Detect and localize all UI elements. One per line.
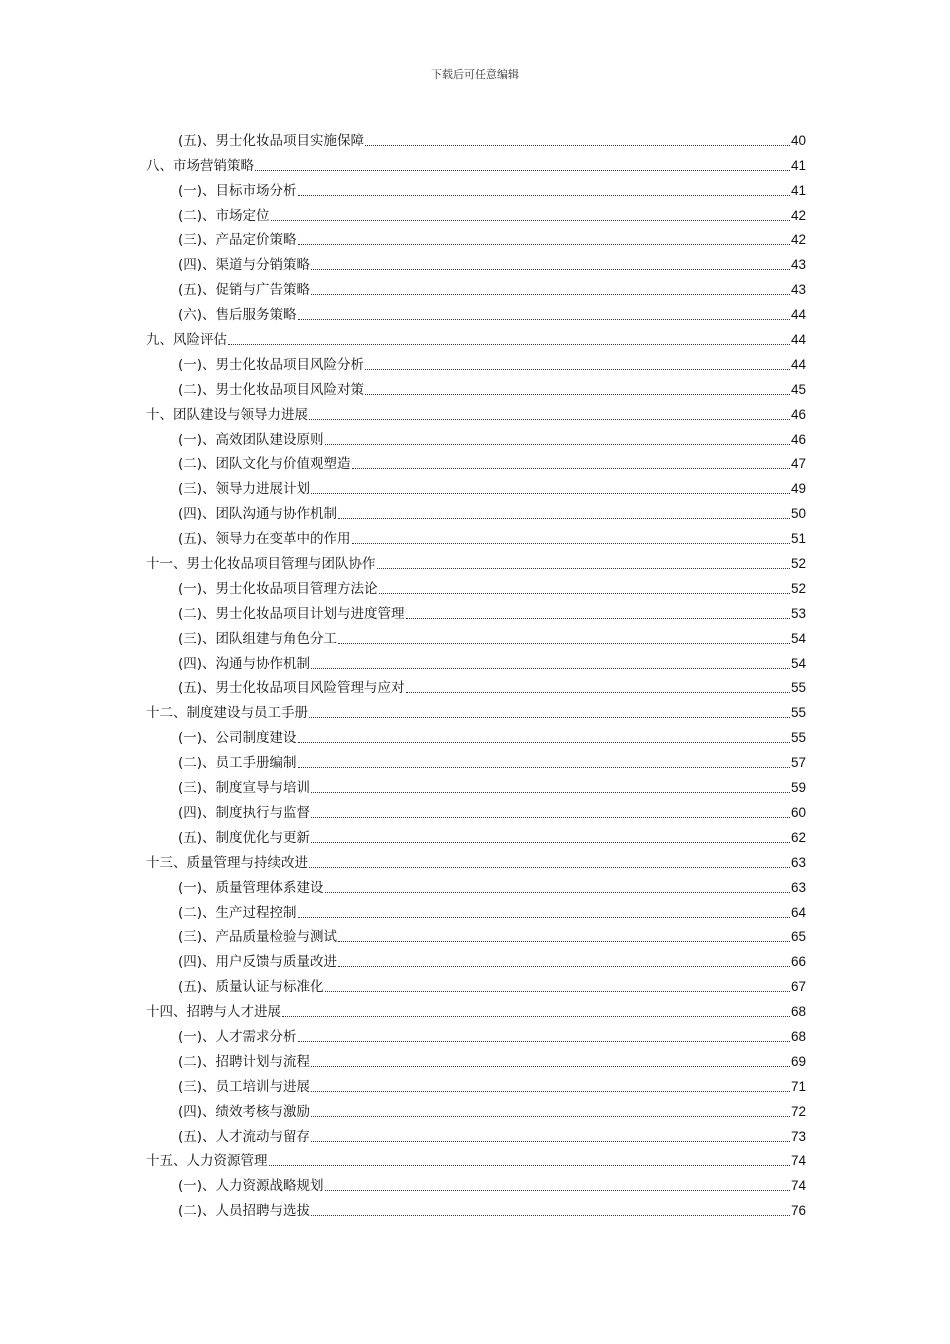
toc-entry-page-number: 74 (790, 1153, 806, 1169)
toc-dot-leader (309, 867, 790, 868)
toc-section-entry[interactable] (146, 374, 806, 399)
toc-entry-page-number: 40 (790, 132, 806, 148)
toc-dot-leader (311, 1116, 790, 1117)
toc-entry-page-number: 50 (790, 506, 806, 522)
toc-chapter-entry[interactable] (146, 399, 806, 424)
toc-entry-title: (五)、男士化妆品项目风险管理与应对 (178, 680, 405, 697)
toc-section-entry[interactable] (146, 822, 806, 847)
toc-dot-leader (365, 145, 790, 146)
toc-entry-page-number: 43 (790, 282, 806, 298)
toc-entry-title: (二)、生产过程控制 (178, 904, 297, 921)
toc-entry-title: (三)、员工培训与进展 (178, 1078, 311, 1095)
toc-dot-leader (298, 195, 790, 196)
toc-dot-leader (338, 966, 790, 967)
toc-section-entry[interactable] (146, 249, 806, 274)
toc-dot-leader (325, 991, 790, 992)
toc-entry-page-number: 64 (790, 904, 806, 920)
toc-entry-title: (二)、男士化妆品项目风险对策 (178, 381, 365, 398)
toc-entry-page-number: 54 (790, 630, 806, 646)
toc-entry-page-number: 55 (790, 680, 806, 696)
toc-dot-leader (377, 568, 790, 569)
table-of-contents (146, 125, 806, 1220)
toc-entry-title: 十四、招聘与人才进展 (146, 1004, 281, 1021)
toc-chapter-entry[interactable] (146, 697, 806, 722)
toc-section-entry[interactable] (146, 424, 806, 449)
toc-entry-title: (四)、绩效考核与激励 (178, 1103, 311, 1120)
toc-entry-page-number: 63 (790, 854, 806, 870)
toc-entry-title: (四)、制度执行与监督 (178, 804, 311, 821)
toc-entry-page-number: 67 (790, 979, 806, 995)
toc-entry-title: (一)、男士化妆品项目风险分析 (178, 356, 365, 373)
toc-entry-title: (二)、男士化妆品项目计划与进度管理 (178, 605, 405, 622)
toc-entry-page-number: 76 (790, 1203, 806, 1219)
toc-entry-title: (六)、售后服务策略 (178, 307, 297, 324)
toc-section-entry[interactable] (146, 1021, 806, 1046)
toc-dot-leader (352, 543, 790, 544)
toc-dot-leader (311, 269, 790, 270)
toc-entry-title: (一)、质量管理体系建设 (178, 879, 324, 896)
toc-section-entry[interactable] (146, 623, 806, 648)
toc-entry-page-number: 72 (790, 1103, 806, 1119)
toc-dot-leader (338, 643, 790, 644)
toc-entry-page-number: 45 (790, 381, 806, 397)
toc-entry-page-number: 43 (790, 257, 806, 273)
toc-entry-page-number: 55 (790, 730, 806, 746)
toc-dot-leader (282, 1016, 790, 1017)
toc-entry-title: 九、风险评估 (146, 332, 227, 349)
toc-dot-leader (298, 319, 790, 320)
toc-section-entry[interactable] (146, 772, 806, 797)
toc-entry-title: (四)、渠道与分销策略 (178, 257, 311, 274)
toc-dot-leader (325, 1190, 790, 1191)
toc-section-entry[interactable] (146, 200, 806, 225)
toc-section-entry[interactable] (146, 1071, 806, 1096)
toc-dot-leader (269, 1165, 790, 1166)
toc-entry-page-number: 65 (790, 929, 806, 945)
toc-entry-title: (五)、质量认证与标准化 (178, 979, 324, 996)
toc-entry-title: (一)、公司制度建设 (178, 730, 297, 747)
toc-section-entry[interactable] (146, 125, 806, 150)
toc-section-entry[interactable] (146, 299, 806, 324)
toc-section-entry[interactable] (146, 1195, 806, 1220)
toc-dot-leader (311, 1215, 790, 1216)
toc-entry-page-number: 73 (790, 1128, 806, 1144)
toc-entry-page-number: 62 (790, 829, 806, 845)
toc-entry-page-number: 44 (790, 356, 806, 372)
toc-entry-page-number: 74 (790, 1178, 806, 1194)
toc-section-entry[interactable] (146, 872, 806, 897)
toc-dot-leader (338, 518, 790, 519)
toc-entry-title: (四)、团队沟通与协作机制 (178, 506, 338, 523)
toc-entry-title: (二)、人员招聘与选拔 (178, 1203, 311, 1220)
toc-entry-page-number: 68 (790, 1028, 806, 1044)
toc-section-entry[interactable] (146, 274, 806, 299)
toc-entry-page-number: 46 (790, 406, 806, 422)
toc-chapter-entry[interactable] (146, 847, 806, 872)
toc-dot-leader (255, 170, 790, 171)
toc-dot-leader (298, 917, 790, 918)
toc-dot-leader (311, 1141, 790, 1142)
toc-section-entry[interactable] (146, 1096, 806, 1121)
toc-entry-title: 十三、质量管理与持续改进 (146, 854, 308, 871)
toc-section-entry[interactable] (146, 946, 806, 971)
toc-section-entry[interactable] (146, 225, 806, 250)
toc-dot-leader (228, 344, 790, 345)
toc-dot-leader (298, 767, 790, 768)
toc-dot-leader (309, 717, 790, 718)
toc-entry-title: 十一、男士化妆品项目管理与团队协作 (146, 556, 376, 573)
toc-entry-title: (三)、团队组建与角色分工 (178, 630, 338, 647)
toc-entry-title: (一)、人才需求分析 (178, 1028, 297, 1045)
toc-entry-page-number: 69 (790, 1053, 806, 1069)
toc-entry-title: (三)、产品定价策略 (178, 232, 297, 249)
toc-entry-title: (五)、促销与广告策略 (178, 282, 311, 299)
toc-entry-title: (三)、领导力进展计划 (178, 481, 311, 498)
toc-dot-leader (311, 668, 790, 669)
toc-dot-leader (325, 444, 790, 445)
toc-entry-page-number: 44 (790, 307, 806, 323)
toc-dot-leader (309, 419, 790, 420)
toc-entry-page-number: 42 (790, 232, 806, 248)
toc-section-entry[interactable] (146, 722, 806, 747)
toc-chapter-entry[interactable] (146, 150, 806, 175)
toc-dot-leader (311, 1066, 790, 1067)
toc-dot-leader (325, 892, 790, 893)
toc-section-entry[interactable] (146, 1046, 806, 1071)
toc-dot-leader (406, 618, 790, 619)
toc-section-entry[interactable] (146, 673, 806, 698)
toc-section-entry[interactable] (146, 473, 806, 498)
toc-entry-page-number: 46 (790, 431, 806, 447)
toc-entry-page-number: 57 (790, 755, 806, 771)
toc-entry-title: (二)、团队文化与价值观塑造 (178, 456, 351, 473)
toc-dot-leader (311, 294, 790, 295)
toc-dot-leader (352, 468, 790, 469)
toc-entry-page-number: 42 (790, 207, 806, 223)
toc-section-entry[interactable] (146, 349, 806, 374)
toc-entry-page-number: 59 (790, 780, 806, 796)
toc-dot-leader (311, 792, 790, 793)
toc-entry-title: (三)、制度宣导与培训 (178, 780, 311, 797)
toc-dot-leader (298, 244, 790, 245)
toc-entry-page-number: 51 (790, 531, 806, 547)
toc-entry-page-number: 55 (790, 705, 806, 721)
toc-entry-title: 十、团队建设与领导力进展 (146, 406, 308, 423)
toc-entry-title: (一)、人力资源战略规划 (178, 1178, 324, 1195)
toc-entry-title: (五)、制度优化与更新 (178, 829, 311, 846)
toc-chapter-entry[interactable] (146, 548, 806, 573)
toc-entry-title: (三)、产品质量检验与测试 (178, 929, 338, 946)
toc-entry-page-number: 41 (790, 157, 806, 173)
toc-dot-leader (298, 742, 790, 743)
toc-entry-page-number: 66 (790, 954, 806, 970)
toc-dot-leader (311, 842, 790, 843)
toc-entry-title: (五)、领导力在变革中的作用 (178, 531, 351, 548)
toc-entry-title: 十五、人力资源管理 (146, 1153, 268, 1170)
toc-entry-page-number: 53 (790, 605, 806, 621)
toc-section-entry[interactable] (146, 648, 806, 673)
toc-entry-title: (一)、男士化妆品项目管理方法论 (178, 580, 378, 597)
toc-dot-leader (271, 220, 790, 221)
toc-section-entry[interactable] (146, 1121, 806, 1146)
toc-chapter-entry[interactable] (146, 1146, 806, 1171)
toc-entry-title: (二)、市场定位 (178, 207, 270, 224)
toc-entry-page-number: 52 (790, 556, 806, 572)
toc-dot-leader (311, 817, 790, 818)
toc-chapter-entry[interactable] (146, 996, 806, 1021)
toc-entry-page-number: 49 (790, 481, 806, 497)
toc-section-entry[interactable] (146, 523, 806, 548)
toc-section-entry[interactable] (146, 1170, 806, 1195)
toc-entry-page-number: 44 (790, 332, 806, 348)
toc-dot-leader (298, 1041, 790, 1042)
toc-dot-leader (311, 493, 790, 494)
toc-entry-title: (四)、沟通与协作机制 (178, 655, 311, 672)
toc-entry-page-number: 60 (790, 804, 806, 820)
toc-section-entry[interactable] (146, 573, 806, 598)
toc-chapter-entry[interactable] (146, 324, 806, 349)
toc-dot-leader (365, 369, 790, 370)
page-header: 下载后可任意编辑 (431, 68, 519, 81)
toc-dot-leader (406, 692, 790, 693)
toc-section-entry[interactable] (146, 498, 806, 523)
toc-entry-page-number: 47 (790, 456, 806, 472)
toc-section-entry[interactable] (146, 922, 806, 947)
toc-section-entry[interactable] (146, 598, 806, 623)
toc-dot-leader (379, 593, 790, 594)
toc-entry-page-number: 54 (790, 655, 806, 671)
toc-dot-leader (311, 1091, 790, 1092)
toc-entry-title: (四)、用户反馈与质量改进 (178, 954, 338, 971)
toc-entry-title: (五)、男士化妆品项目实施保障 (178, 132, 365, 149)
toc-dot-leader (338, 941, 790, 942)
toc-section-entry[interactable] (146, 175, 806, 200)
toc-entry-title: 十二、制度建设与员工手册 (146, 705, 308, 722)
toc-entry-page-number: 52 (790, 580, 806, 596)
toc-entry-title: 八、市场营销策略 (146, 157, 254, 174)
toc-dot-leader (365, 394, 790, 395)
toc-entry-page-number: 68 (790, 1004, 806, 1020)
toc-section-entry[interactable] (146, 897, 806, 922)
toc-entry-page-number: 71 (790, 1078, 806, 1094)
toc-entry-title: (一)、高效团队建设原则 (178, 431, 324, 448)
toc-entry-title: (五)、人才流动与留存 (178, 1128, 311, 1145)
toc-entry-page-number: 41 (790, 182, 806, 198)
toc-section-entry[interactable] (146, 449, 806, 474)
toc-entry-title: (二)、员工手册编制 (178, 755, 297, 772)
toc-section-entry[interactable] (146, 747, 806, 772)
toc-entry-title: (一)、目标市场分析 (178, 182, 297, 199)
toc-entry-title: (二)、招聘计划与流程 (178, 1053, 311, 1070)
toc-section-entry[interactable] (146, 971, 806, 996)
toc-section-entry[interactable] (146, 797, 806, 822)
toc-entry-page-number: 63 (790, 879, 806, 895)
